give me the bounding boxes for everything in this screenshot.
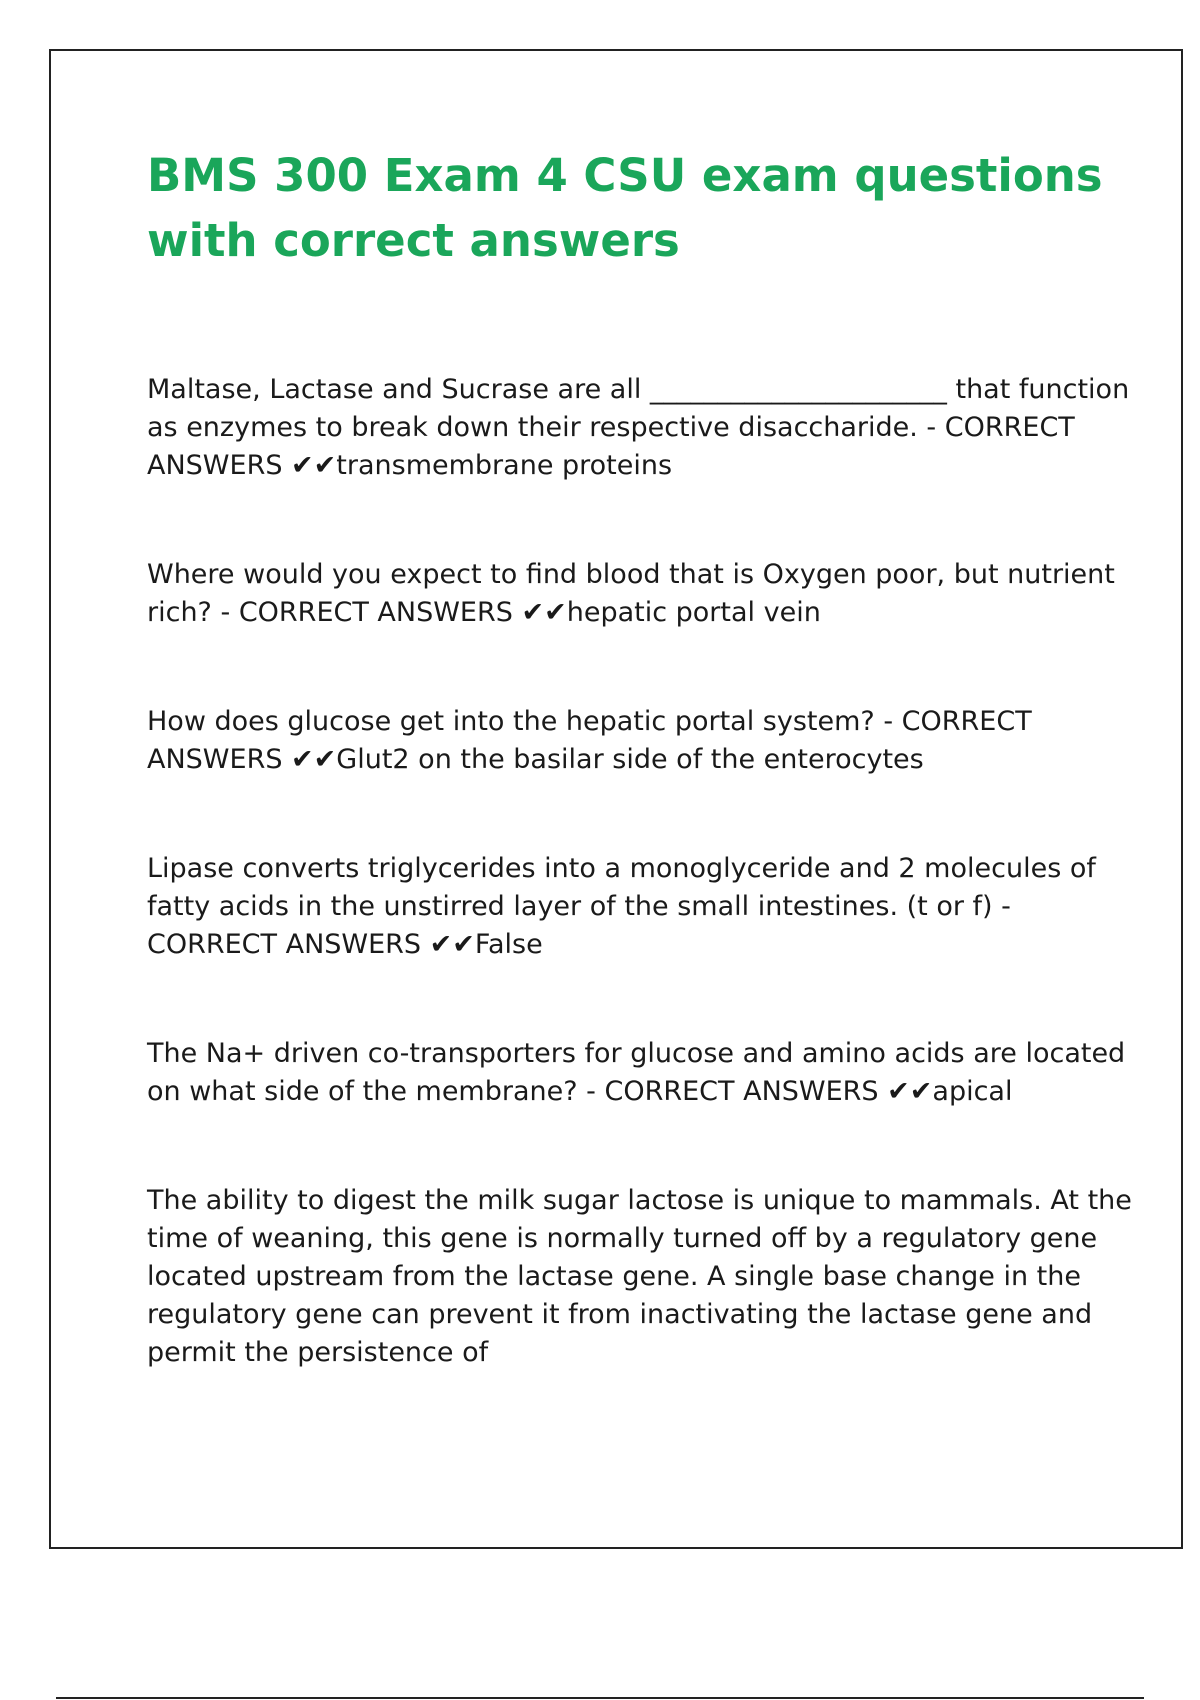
answer-marker: CORRECT ANSWERS ✔✔ — [238, 597, 567, 628]
answer-marker: CORRECT ANSWERS ✔✔ — [604, 1076, 933, 1107]
answer-text: Glut2 on the basilar side of the enterocytes — [336, 744, 924, 775]
page-frame — [49, 49, 1183, 1549]
answer-marker: CORRECT ANSWERS ✔✔ — [147, 706, 1041, 775]
question-text: Maltase, Lactase and Sucrase are all ______________________ that function as enzymes to break down their respective disaccharide. - — [147, 374, 1138, 443]
qa-item-5 — [147, 1035, 1137, 1111]
answer-text: apical — [932, 1076, 1013, 1107]
answer-text: False — [474, 929, 543, 960]
document-title: BMS 300 Exam 4 CSU exam questions with correct answers — [147, 149, 1103, 267]
answer-text: transmembrane proteins — [336, 450, 673, 481]
question-text: Lipase converts triglycerides into a monoglyceride and 2 molecules of fatty acids in the unstirred layer of the small intestines. (t or f) - — [147, 853, 1105, 922]
qa-item-3 — [147, 703, 1137, 779]
question-text: The Na+ driven co-transporters for glucose and amino acids are located on what side of the membrane? - — [147, 1038, 1134, 1107]
qa-item-6 — [147, 1182, 1141, 1372]
answer-marker: CORRECT ANSWERS ✔✔ — [147, 929, 475, 960]
question-text: How does glucose get into the hepatic portal system? - — [147, 706, 894, 737]
question-text: The ability to digest the milk sugar lactose is unique to mammals. At the time of weaning, this gene is normally turned off by a regulatory gene located upstream from the lactase gene. A single base change in the regulatory gene can prevent it from inactivating the lactase gene and permit the persistence of — [147, 1185, 1141, 1368]
answer-marker: CORRECT ANSWERS ✔✔ — [147, 412, 1084, 481]
qa-item-4 — [147, 850, 1137, 964]
page-bottom-rule — [56, 1697, 1144, 1699]
qa-item-2 — [147, 556, 1137, 632]
answer-text: hepatic portal vein — [566, 597, 821, 628]
qa-item-1 — [147, 371, 1137, 485]
qa-list — [147, 371, 1141, 1491]
question-text: Where would you expect to find blood that is Oxygen poor, but nutrient rich? - — [147, 559, 1124, 628]
